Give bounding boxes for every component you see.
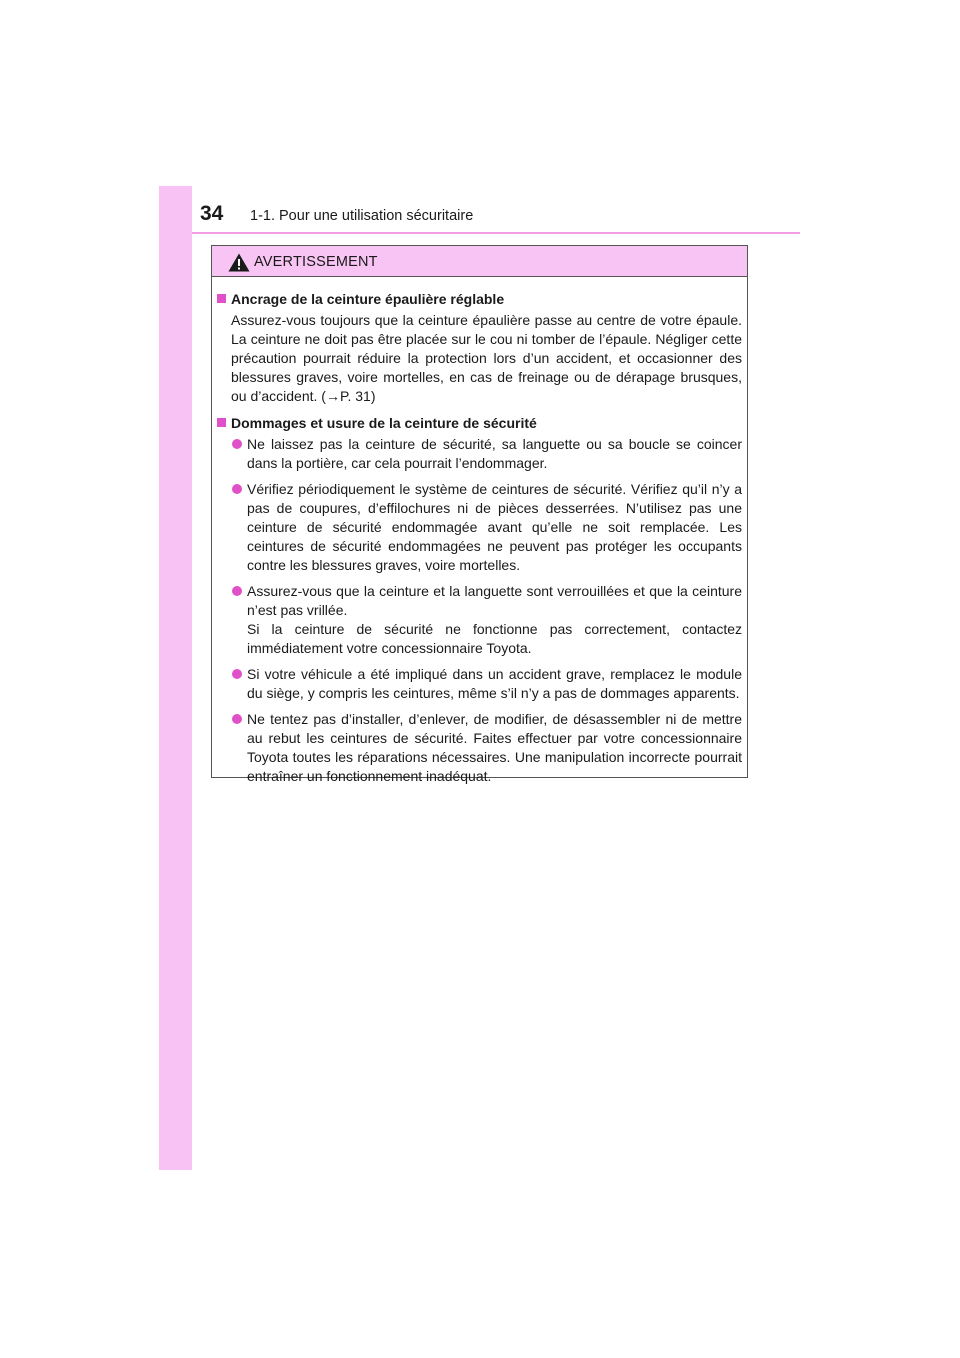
bullet-item: [217, 582, 742, 658]
square-bullet-icon: [217, 418, 226, 427]
topic-heading: [217, 290, 742, 309]
bullet-text: Assurez-vous que la ceinture et la languette sont verrouillées et que la ceinture n’est pas vrillée.: [247, 583, 742, 618]
bullet-item: [217, 665, 742, 703]
warning-body: [212, 277, 747, 786]
bullet-text: Ne laissez pas la ceinture de sécurité, sa languette ou sa boucle se coincer dans la portière, car cela pourrait l’endommager.: [247, 436, 742, 471]
warning-triangle-icon: [228, 253, 250, 272]
bullet-text: Vérifiez périodiquement le système de ceintures de sécurité. Vérifiez qu’il n’y a pas de coupures, d’effilochures ni de pièces desserrées. N’utilisez pas une ceinture de sécurité endommagée avant qu’elle ne soit remplacée. Les ceintures de sécurité endommagées ne peuvent pas protéger les occupants contre les blessures graves, voire mortelles.: [247, 481, 742, 573]
topic-heading-text: Dommages et usure de la ceinture de sécurité: [231, 415, 537, 431]
bullet-dot-icon: [232, 439, 242, 449]
bullet-dot-icon: [232, 714, 242, 724]
bullet-item: [217, 480, 742, 575]
bullet-dot-icon: [232, 484, 242, 494]
bullet-text-continued: Si la ceinture de sécurité ne fonctionne pas correctement, contactez immédiatement votre concessionnaire Toyota.: [247, 621, 742, 656]
square-bullet-icon: [217, 294, 226, 303]
bullet-item: [217, 435, 742, 473]
section-title: 1-1. Pour une utilisation sécuritaire: [250, 208, 474, 224]
header-rule: [192, 232, 800, 234]
bullet-dot-icon: [232, 669, 242, 679]
side-tab-strip: [159, 186, 192, 1170]
bullet-text: Ne tentez pas d’installer, d’enlever, de modifier, de désassembler ni de mettre au rebut les ceintures de sécurité. Faites effectuer par votre concessionnaire Toyota toutes les réparations nécessaires. Une manipulation incorrecte pourrait entraîner un fonctionnement inadéquat.: [247, 711, 742, 784]
topic-heading-text: Ancrage de la ceinture épaulière réglable: [231, 291, 505, 307]
warning-header: [212, 246, 747, 277]
topic-heading: [217, 414, 742, 433]
bullet-item: [217, 710, 742, 786]
warning-box: [211, 245, 748, 784]
bullet-dot-icon: [232, 586, 242, 596]
page-number: 34: [200, 202, 224, 225]
topic-paragraph: Assurez-vous toujours que la ceinture épaulière passe au centre de votre épaule. La ceinture ne doit pas être placée sur le cou ni tomber de l’épaule. Négliger cette précaution pourrait réduire la protection lors d’un accident, et occasionner des blessures graves, voire mortelles, en cas de freinage ou de dérapage brusques, ou d’accident. (→P. 31): [231, 312, 742, 404]
warning-title: AVERTISSEMENT: [254, 254, 378, 270]
bullet-text: Si votre véhicule a été impliqué dans un accident grave, remplacez le module du siège, y compris les ceintures, même s’il n’y a pas de dommages apparents.: [247, 666, 742, 701]
